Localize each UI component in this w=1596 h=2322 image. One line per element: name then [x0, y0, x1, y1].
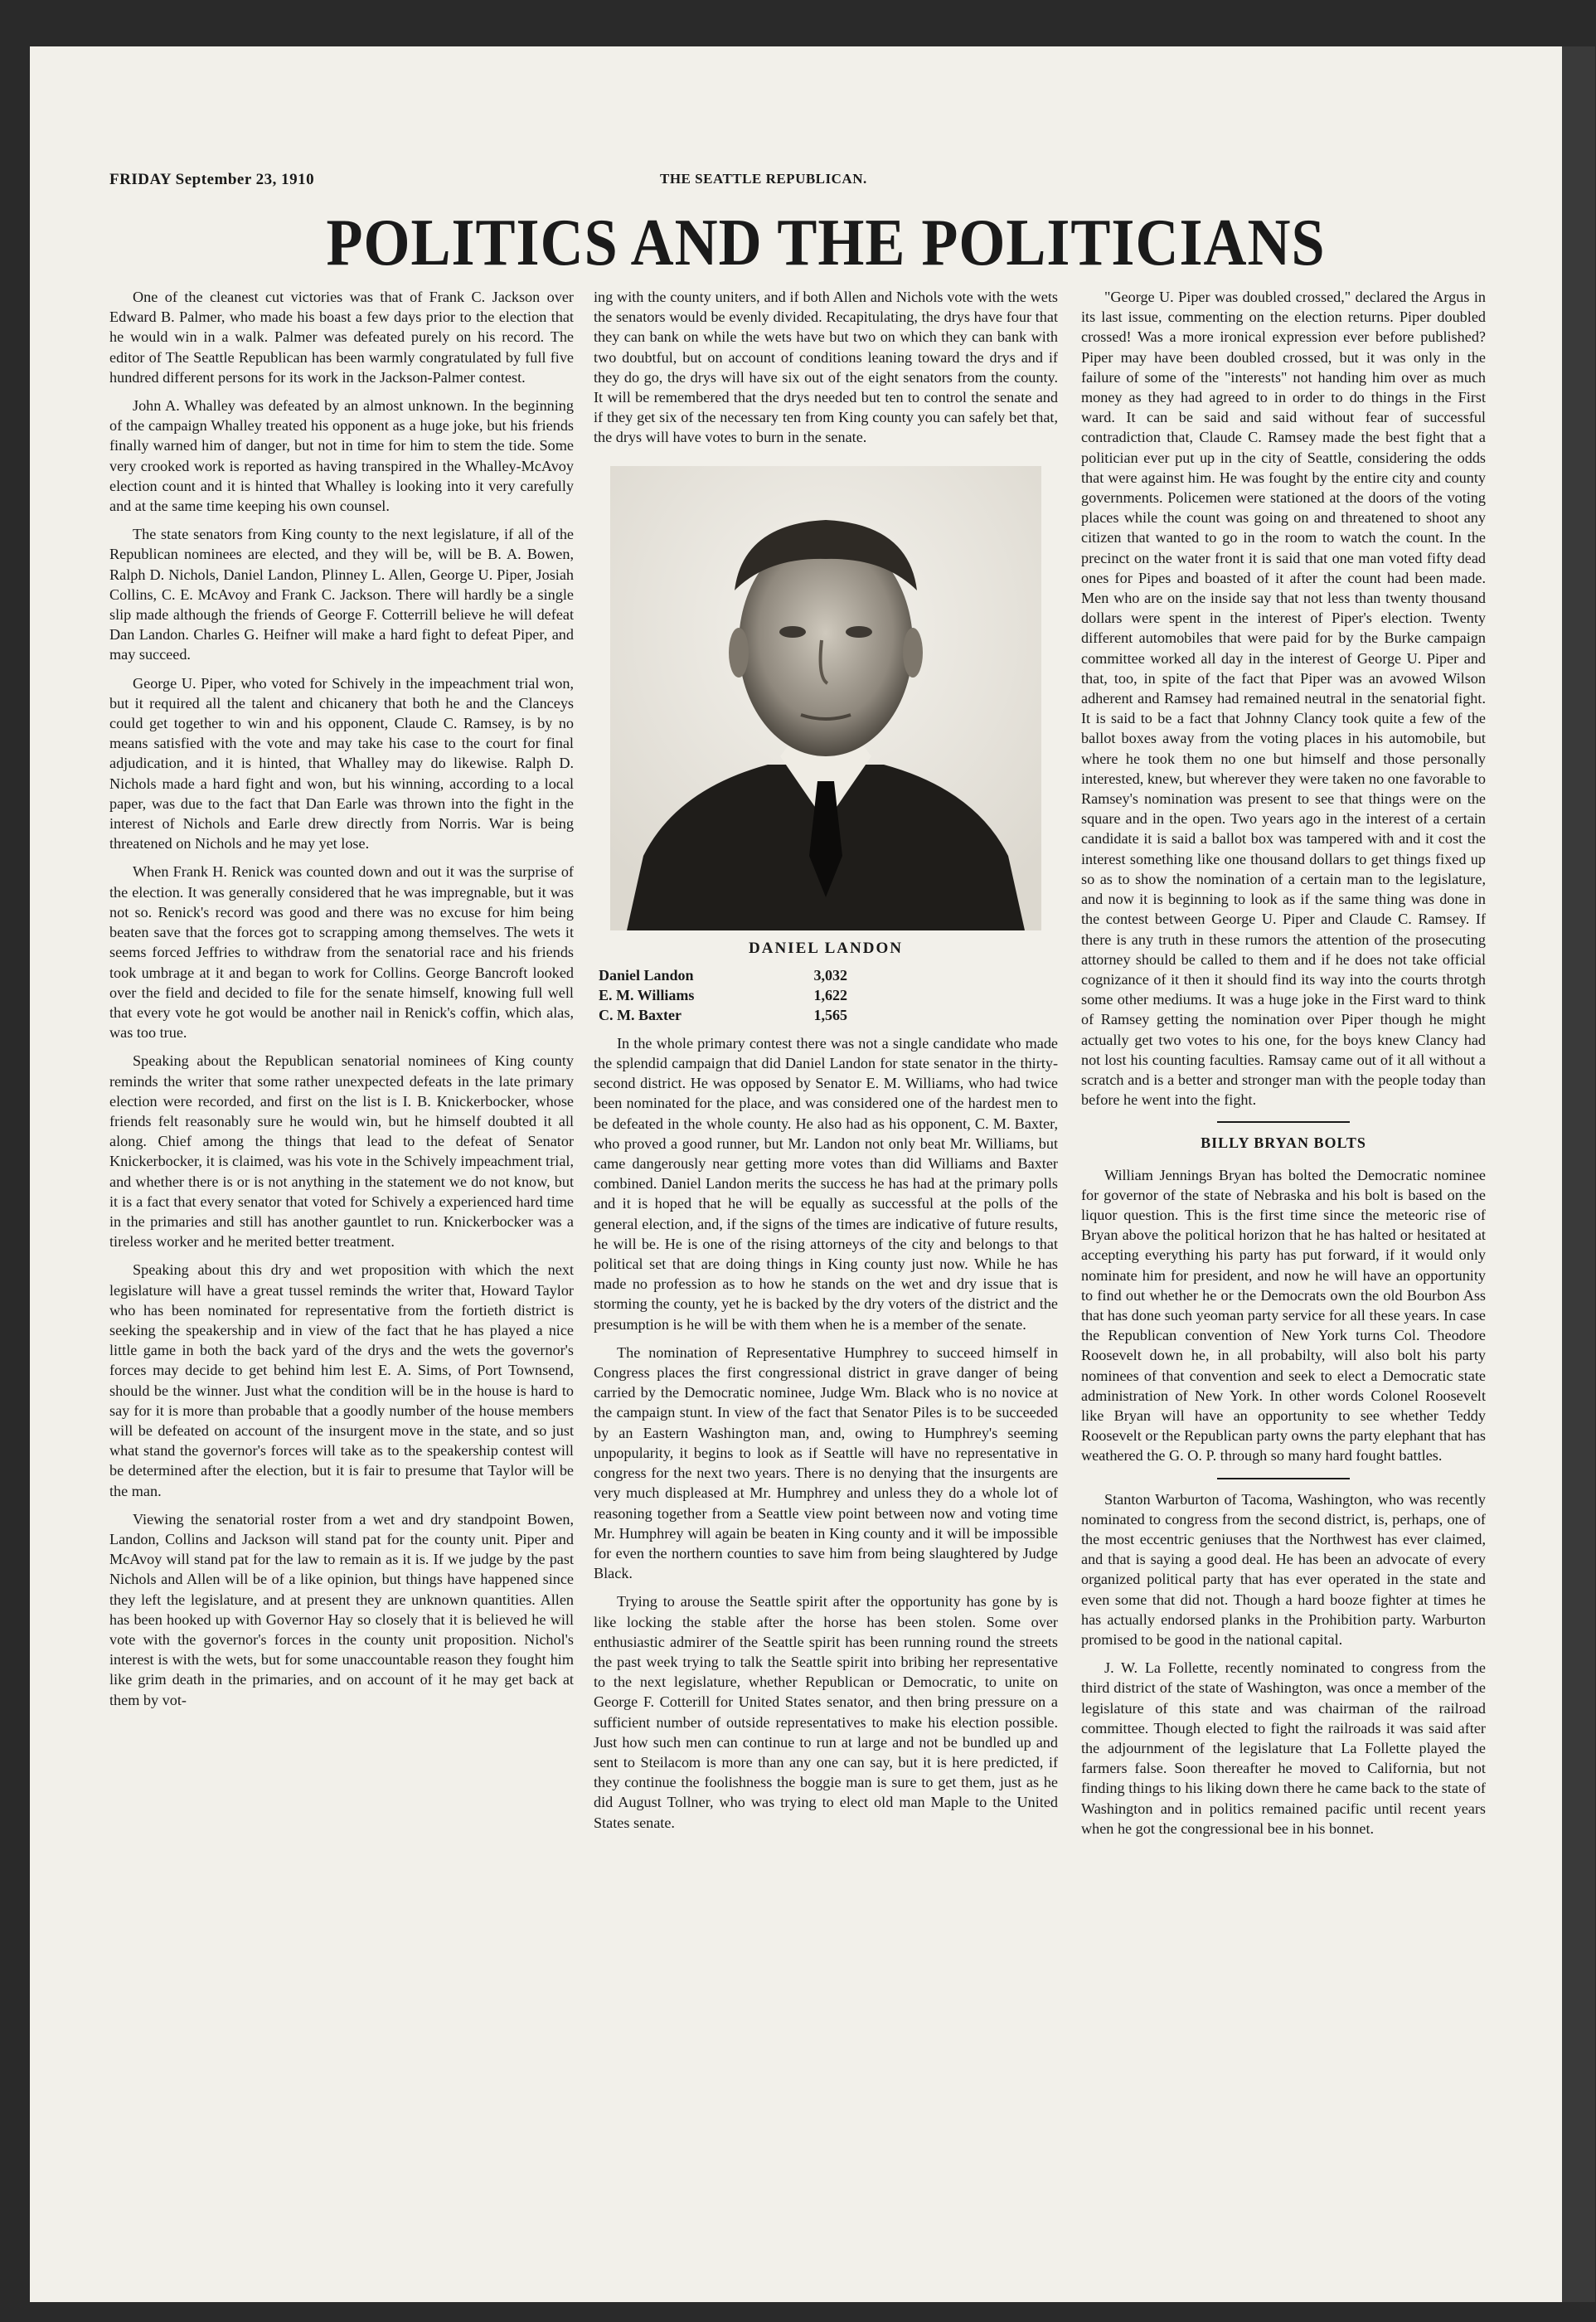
section-divider [1217, 1121, 1350, 1123]
article-paragraph: One of the cleanest cut victories was that of Frank C. Jackson over Edward B. Palmer, who made his boast a few days prior to the election that he would win in a walk. Palmer was defeated purely on his record. The editor of The Seattle Republican has been warmly congratulated by full five hundred different persons for its work in the Jackson-Palmer contest. [109, 289, 574, 386]
section-divider [1217, 1478, 1350, 1479]
column-2 [594, 287, 1058, 1841]
article-paragraph: "George U. Piper was doubled crossed," declared the Argus in its last issue, commenting on the election returns. Piper doubled crossed! Was a more ironical expression ever before published? Piper may have been doubled crossed, but it was only in the failure of some of the "interests" not handing him over as much money as they had agreed to in order to do things in the First ward. It can be said and said without fear of successful contradiction that, Claude C. Ramsey made the best fight that a politician ever put up in the city of Seattle, considering the odds that were against him. He was fought by the entire city and county governments. Policemen were stationed at the doors of the voting places while the count was going on and threatened to shoot any citizen that wanted to go in the room to watch the count. In the precinct on the water front it is said that one man voted fifty dead ones for Pipes and boasted of it after the count had been made. Men who are on the inside say that not less than twenty thousand dollars were spent in the interest of Piper's election. Twenty different automobiles that were paid for by the Burke campaign committee worked all day in the interest of George U. Piper and that, too, in spite of the fact that Piper was an avowed Wilson adherent and Ramsey had remained neutral in the senatorial fight. It is said to be a fact that Johnny Clancy took quite a few of the ballot boxes away from the voting places in his automobile, but where he took them no one but himself and those personally interested, knew, but wherever they were taken no one favorable to Ramsey's nomination was present to see that things were on the square and in the open. Two years ago in the interest of a certain candidate it is said a ballot box was tampered with and it cost the interest something like one thousand dollars to get things fixed up so as to show the nomination of a certain man to the legislature, and now it is beginning to look as if the same thing was done in the contest between George U. Piper and Claude C. Ramsey. If there is any truth in these rumors the attention of the prosecuting attorney should be called to them and if he does not take official cognizance of it then it should find its way into the courts throtgh some other mediums. It was a huge joke in the First ward to think of Ramsey getting the nomination over Piper though he might actually get two votes to his one, for the boys knew Clancy had not lost his counting faculties. Ramsay came out of it all without a scratch and is a better and stronger man with the people today than before he went into the fight. [1081, 289, 1486, 1109]
result-row [599, 1005, 847, 1025]
column-3 [1081, 287, 1486, 1847]
scan-edge [1562, 46, 1595, 2302]
issue-date: FRIDAY September 23, 1910 [109, 171, 315, 188]
candidate-votes: 1,565 [813, 1006, 847, 1023]
result-row [599, 985, 847, 1005]
article-paragraph: The state senators from King county to the next legislature, if all of the Republican nominees are elected, and they will be, will be B. A. Bowen, Ralph D. Nichols, Daniel Landon, Plinney L. Allen, George U. Piper, Josiah Collins, C. E. McAvoy and Frank C. Jackson. There will hardly be a single slip made although the friends of George F. Cotterrill believe he will defeat Dan Landon. Charles G. Heifner will make a hard fight to defeat Piper, and may succeed. [109, 526, 574, 663]
article-paragraph: When Frank H. Renick was counted down and out it was the surprise of the election. It was generally considered that he was impregnable, but it was not so. Renick's record was good and there was no excuse for him being beaten save that the forces got to scrapping among themselves. The wets it seems forced Jeffries to withdraw from the senatorial race and his friends took umbrage at it and began to work for Collins. George Bancroft looked over the field and decided to file for the senate himself, knowing full well that every vote he got would be another nail in Renick's coffin, which alas, was too true. [109, 863, 574, 1042]
article-paragraph: The nomination of Representative Humphrey to succeed himself in Congress places the first congressional district in grave danger of being carried by the Democratic nominee, Judge Wm. Black who is no novice at the campaign stunt. In view of the fact that Senator Piles is to be succeeded by an Eastern Washington man, and, owing to Humphrey's seeming unpopularity, it begins to look as if Seattle will have no representative in congress for the next two years. There is no denying that the insurgents are very much displeased at Mr. Humphrey and unless they do a whole lot of reasoning together from a Seattle view point between now and voting time Mr. Humphrey will again be beaten in King county and it will be impossible for even the northern counties to save him from being slaughtered by Judge Black. [594, 1343, 1058, 1582]
article-paragraph: Speaking about the Republican senatorial nominees of King county reminds the writer that some rather unexpected defeats in the late primary election were recorded, and first on the list is I. B. Knickerbocker, whose friends felt reasonably sure he would win, but he himself doubted it all along. Chief among the things that lead to the defeat of Senator Knickerbocker, it is claimed, was his vote in the Schively impeachment trial, and whether there is or is not anything in the statement we do not know, but it is a fact that every senator that voted for Schively a experienced hard time in the primaries and still has another gauntlet to run. Knickerbocker was a tireless worker and he merited better treatment. [109, 1052, 574, 1251]
article-paragraph: John A. Whalley was defeated by an almost unknown. In the beginning of the campaign Whalley treated his opponent as a huge joke, but his friends finally warned him of danger, but not in time for him to stem the tide. Some very crooked work is reported as having transpired in the Whalley-McAvoy election count and it is hinted that Whalley is looking into it very carefully and at the same time keeping his own counsel. [109, 397, 574, 515]
candidate-name: C. M. Baxter [599, 1006, 682, 1023]
article-paragraph: George U. Piper, who voted for Schively in the impeachment trial won, but it required all the talent and chicanery that both he and the Clanceys could get together to win and his opponent, Claude C. Ramsey, is by no means satisfied with the vote and may take his case to the court for final adjudication, and it is hinted, that Whalley may do likewise. Ralph D. Nichols made a hard fight and won, but his winning, according to a local paper, was due to the fact that Dan Earle was thrown into the fight in the interest of Nichols and Earle drew directly from Norris. War is being threatened on Nichols and he may yet lose. [109, 674, 574, 853]
portrait-caption: DANIEL LANDON [749, 939, 903, 957]
article-paragraph: Trying to arouse the Seattle spirit after the opportunity has gone by is like locking the stable after the horse has been stolen. Some over enthusiastic admirer of the Seattle spirit has been running round the streets the past week trying to talk the Seattle spirit into bribing her representative to the next legislature, whether Republican or Democratic, to unite on George F. Cotterill for United States senator, and then bring pressure on a sufficient number of outside representatives to make his election possible. Just how such men can continue to run at large and not be bundled up and sent to Steilacom is more than any one can say, but it is here predicted, if they continue the foolishness the boggie man is sure to get them, just as he did August Tollner, who was trying to elect old man Maple to the United States senate. [594, 1593, 1058, 1831]
candidate-name: Daniel Landon [599, 966, 694, 984]
page-headline: POLITICS AND THE POLITICIANS [326, 205, 1326, 279]
article-paragraph: J. W. La Follette, recently nominated to congress from the third district of the state of Washington, was once a member of the legislature of this state and was chairman of the railroad committee. Though elected to fight the railroads it was said after the adjournment of the legislature that La Follette played the farmers false. Soon thereafter he moved to California, but not finding things to his liking down there he came back to the state of Washington and in politics remained pacific until recent years when he got the congressional bee in his bonnet. [1081, 1659, 1486, 1837]
candidate-name: E. M. Williams [599, 986, 695, 1003]
column-1 [109, 287, 574, 1718]
portrait-image [610, 466, 1041, 930]
paper-name: THE SEATTLE REPUBLICAN. [660, 171, 867, 187]
newspaper-page [30, 46, 1562, 2302]
article-paragraph: Speaking about this dry and wet proposition with which the next legislature will have a great tussel reminds the writer that, Howard Taylor who has been nominated for representative from the fortieth district is seeking the speakership and in view of the fact that he has played a nice little game in both the back yard of the drys and the wets the governor's forces may decide to get behind him lest E. A. Sims, of Port Townsend, should be the winner. Just what the condition will be in the house is hard to say for it is more than probable that a goodly number of the house members will be defeated on account of the insurgent move in the state, and so just what stand the governor's forces will take as to the speakership contest will be determined after the election, but it is fair to presume that Taylor will be the man. [109, 1261, 574, 1499]
section-heading: BILLY BRYAN BOLTS [1201, 1134, 1366, 1152]
article-paragraph: William Jennings Bryan has bolted the Democratic nominee for governor of the state of Nebraska and his bolt is based on the liquor question. This is the first time since the meteoric rise of Bryan above the political horizon that he has halted or hesitated at accepting everything his party has put forward, if it would only nominate him for president, and now he will have an opportunity to find out whether he or the Democrats own the old Bourbon Ass that has done such yeoman party service for all these years. In case the Republican convention of New York turns Col. Theodore Roosevelt down he, in all probabilty, will also bolt his party nominees of that convention and seek to elect a Democratic state administration of New York. In other words Colonel Roosevelt like Bryan will have an opportunity to see whether Teddy Roosevelt or the Republican party owns the party elephant that has weathered the G. O. P. through so many hard fought battles. [1081, 1166, 1486, 1465]
portrait-photo [610, 466, 1041, 930]
article-paragraph: Stanton Warburton of Tacoma, Washington, who was recently nominated to congress from the second district, is, perhaps, one of the most eccentric geniuses that the Northwest has ever claimed, and that is saying a good deal. He has been an advocate of every organized political party that has ever operated in the state and even some that did not. Though a hard booze fighter at times he has actually endorsed planks in the Prohibition party. Warburton promised to be good in the national capital. [1081, 1490, 1486, 1648]
article-paragraph: In the whole primary contest there was not a single candidate who made the splendid campaign that did Daniel Landon for state senator in the thirty-second district. He was opposed by Senator E. M. Williams, who had twice been nominated for the place, and was considered one of the hardest men to be defeated in the whole county. He also had as his opponent, C. M. Baxter, who proved a good runner, but Mr. Landon not only beat Mr. Williams, but came dangerously near getting more votes than did Williams and Baxter combined. Daniel Landon merits the success he has had at the primary polls and it is hoped that he will be equally as successful at the polls of the general election, and, if the signs of the times are indicative of future results, he will be. He is one of the rising attorneys of the city and belongs to that political set that are doing things in King county just now. While he has made no profession as to how he stands on the wet and dry issue that is storming the county, yet he is backed by the dry voters of the district and the presumption is he will be with them when he is a member of the senate. [594, 1034, 1058, 1333]
vote-results [599, 965, 847, 1025]
candidate-votes: 1,622 [813, 986, 847, 1003]
result-row [599, 965, 847, 985]
article-paragraph: Viewing the senatorial roster from a wet and dry standpoint Bowen, Landon, Collins and Jackson will stand pat for the county unit. Piper and McAvoy will stand pat for the law to remain as it is. If we judge by the past Nichols and Allen will be of a like opinion, but things have happened since they left the legislature, and at present they are unknown quantities. Allen has been hooked up with Governor Hay so closely that it is believed he will vote with the governor's forces in the county unit proposition. Nichol's interest is with the wets, but for some unaccountable reason they fought him like grim death in the primaries, and on account of it he may get back at them by vot- [109, 1510, 574, 1708]
article-paragraph: ing with the county uniters, and if both Allen and Nichols vote with the wets the senators would be evenly divided. Recapitulating, the drys have four that they can bank on while the wets have but two on which they can bank with two doubtful, but on account of conditions leaning toward the drys and if they do go, the drys will have six out of the eight senators from the county. It will be remembered that the drys needed but ten to control the senate and if they get six of the necessary ten from King county you can safely bet that, the drys will have votes to burn in the senate. [594, 289, 1058, 446]
candidate-votes: 3,032 [813, 966, 847, 984]
